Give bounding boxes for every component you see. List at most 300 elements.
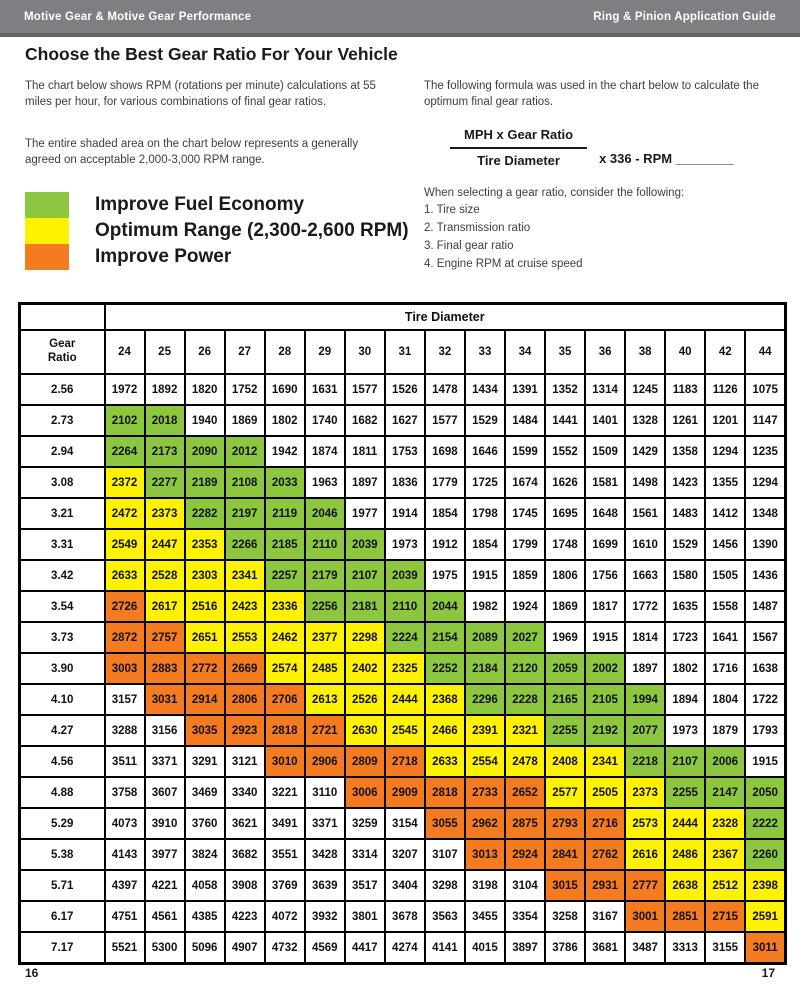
rpm-cell: 2633 xyxy=(105,560,145,591)
formula-denominator: Tire Diameter xyxy=(477,153,560,169)
rpm-cell: 2002 xyxy=(585,653,625,684)
rpm-cell: 2883 xyxy=(145,653,185,684)
rpm-cell: 1075 xyxy=(745,374,785,405)
intro-left-column xyxy=(25,78,387,168)
rpm-cell: 1509 xyxy=(585,436,625,467)
tire-diameter-col-44: 44 xyxy=(745,330,785,374)
consideration-item-4: 4. Engine RPM at cruise speed xyxy=(424,257,583,270)
rpm-cell: 3769 xyxy=(265,870,305,901)
rpm-cell: 1638 xyxy=(745,653,785,684)
rpm-cell: 1748 xyxy=(545,529,585,560)
rpm-cell: 1892 xyxy=(145,374,185,405)
rpm-cell: 1914 xyxy=(385,498,425,529)
table-row xyxy=(20,808,786,839)
gear-ratio-cell-3.08: 3.08 xyxy=(20,467,105,498)
rpm-cell: 3682 xyxy=(225,839,265,870)
tire-diameter-col-32: 32 xyxy=(425,330,465,374)
rpm-cell: 2526 xyxy=(345,684,385,715)
rpm-cell: 2444 xyxy=(665,808,705,839)
rpm-cell: 4015 xyxy=(465,932,505,964)
rpm-cell: 3639 xyxy=(305,870,345,901)
rpm-cell: 3157 xyxy=(105,684,145,715)
considerations-list xyxy=(424,185,780,274)
rpm-cell: 1580 xyxy=(665,560,705,591)
rpm-cell: 2486 xyxy=(665,839,705,870)
rpm-cell: 3455 xyxy=(465,901,505,932)
tire-diameter-col-30: 30 xyxy=(345,330,385,374)
yellow-swatch-icon xyxy=(25,218,69,244)
rpm-cell: 2173 xyxy=(145,436,185,467)
rpm-cell: 1772 xyxy=(625,591,665,622)
table-row xyxy=(20,932,786,964)
rpm-cell: 2185 xyxy=(265,529,305,560)
rpm-cell: 2373 xyxy=(145,498,185,529)
rpm-cell: 2260 xyxy=(745,839,785,870)
rpm-cell: 3031 xyxy=(145,684,185,715)
table-row xyxy=(20,467,786,498)
rpm-cell: 2039 xyxy=(345,529,385,560)
rpm-cell: 1484 xyxy=(505,405,545,436)
rpm-cell: 2119 xyxy=(265,498,305,529)
gear-ratio-cell-3.31: 3.31 xyxy=(20,529,105,560)
tire-diameter-col-31: 31 xyxy=(385,330,425,374)
rpm-cell: 3404 xyxy=(385,870,425,901)
gear-ratio-cell-2.73: 2.73 xyxy=(20,405,105,436)
rpm-cell: 1663 xyxy=(625,560,665,591)
rpm-cell: 2726 xyxy=(105,591,145,622)
rpm-cell: 1756 xyxy=(585,560,625,591)
top-header-bar xyxy=(0,0,800,37)
rpm-cell: 3035 xyxy=(185,715,225,746)
rpm-cell: 3298 xyxy=(425,870,465,901)
rpm-cell: 4223 xyxy=(225,901,265,932)
tire-diameter-col-34: 34 xyxy=(505,330,545,374)
rpm-cell: 3563 xyxy=(425,901,465,932)
rpm-cell: 1915 xyxy=(745,746,785,777)
formula-intro-paragraph: The following formula was used in the chart below to calculate the optimum final gear ratios. xyxy=(424,80,759,109)
rpm-cell: 2089 xyxy=(465,622,505,653)
rpm-cell: 2806 xyxy=(225,684,265,715)
rpm-cell: 2577 xyxy=(545,777,585,808)
rpm-cell: 3551 xyxy=(265,839,305,870)
rpm-cell: 2321 xyxy=(505,715,545,746)
rpm-cell: 4569 xyxy=(305,932,345,964)
rpm-cell: 2924 xyxy=(505,839,545,870)
rpm-cell: 1723 xyxy=(665,622,705,653)
rpm-cell: 1245 xyxy=(625,374,665,405)
tire-diameter-col-28: 28 xyxy=(265,330,305,374)
rpm-cell: 2721 xyxy=(305,715,345,746)
rpm-cell: 3678 xyxy=(385,901,425,932)
rpm-cell: 2120 xyxy=(505,653,545,684)
gear-ratio-cell-4.10: 4.10 xyxy=(20,684,105,715)
rpm-cell: 1874 xyxy=(305,436,345,467)
header-brand-text: Motive Gear & Motive Gear Performance xyxy=(24,10,252,23)
gear-ratio-cell-4.88: 4.88 xyxy=(20,777,105,808)
rpm-cell: 1674 xyxy=(505,467,545,498)
rpm-cell: 1641 xyxy=(705,622,745,653)
rpm-cell: 3908 xyxy=(225,870,265,901)
rpm-cell: 1915 xyxy=(465,560,505,591)
rpm-cell: 3340 xyxy=(225,777,265,808)
table-row xyxy=(20,870,786,901)
rpm-cell: 3621 xyxy=(225,808,265,839)
rpm-cell: 1352 xyxy=(545,374,585,405)
rpm-cell: 4907 xyxy=(225,932,265,964)
rpm-cell: 3786 xyxy=(545,932,585,964)
rpm-cell: 3154 xyxy=(385,808,425,839)
rpm-cell: 1529 xyxy=(465,405,505,436)
rpm-cell: 1752 xyxy=(225,374,265,405)
rpm-cell: 3371 xyxy=(145,746,185,777)
rpm-cell: 2616 xyxy=(625,839,665,870)
rpm-cell: 3801 xyxy=(345,901,385,932)
legend-row-power xyxy=(25,244,409,270)
rpm-cell: 4397 xyxy=(105,870,145,901)
rpm-cell: 1436 xyxy=(745,560,785,591)
rpm-cell: 2485 xyxy=(305,653,345,684)
rpm-cell: 1879 xyxy=(705,715,745,746)
rpm-cell: 3469 xyxy=(185,777,225,808)
rpm-cell: 2715 xyxy=(705,901,745,932)
rpm-cell: 1235 xyxy=(745,436,785,467)
rpm-cell: 1799 xyxy=(505,529,545,560)
rpm-cell: 2110 xyxy=(385,591,425,622)
rpm-cell: 3167 xyxy=(585,901,625,932)
rpm-cell: 2018 xyxy=(145,405,185,436)
rpm-cell: 2906 xyxy=(305,746,345,777)
rpm-cell: 2809 xyxy=(345,746,385,777)
rpm-cell: 1483 xyxy=(665,498,705,529)
rpm-cell: 2706 xyxy=(265,684,305,715)
rpm-cell: 3221 xyxy=(265,777,305,808)
rpm-cell: 1722 xyxy=(745,684,785,715)
rpm-cell: 2617 xyxy=(145,591,185,622)
table-row xyxy=(20,715,786,746)
rpm-cell: 1740 xyxy=(305,405,345,436)
rpm-cell: 1529 xyxy=(665,529,705,560)
tire-diameter-col-24: 24 xyxy=(105,330,145,374)
rpm-cell: 3314 xyxy=(345,839,385,870)
rpm-cell: 4073 xyxy=(105,808,145,839)
rpm-cell: 1695 xyxy=(545,498,585,529)
rpm-cell: 2923 xyxy=(225,715,265,746)
rpm-cell: 1429 xyxy=(625,436,665,467)
rpm-cell: 2298 xyxy=(345,622,385,653)
rpm-cell: 2110 xyxy=(305,529,345,560)
rpm-cell: 3155 xyxy=(705,932,745,964)
rpm-cell: 2252 xyxy=(425,653,465,684)
rpm-cell: 2512 xyxy=(705,870,745,901)
gear-ratio-cell-5.71: 5.71 xyxy=(20,870,105,901)
rpm-cell: 2090 xyxy=(185,436,225,467)
rpm-cell: 1441 xyxy=(545,405,585,436)
tire-diameter-col-35: 35 xyxy=(545,330,585,374)
rpm-cell: 2398 xyxy=(745,870,785,901)
gear-ratio-cell-3.21: 3.21 xyxy=(20,498,105,529)
gear-ratio-cell-2.56: 2.56 xyxy=(20,374,105,405)
gear-ratio-cell-3.90: 3.90 xyxy=(20,653,105,684)
rpm-cell: 1355 xyxy=(705,467,745,498)
rpm-cell: 3104 xyxy=(505,870,545,901)
rpm-cell: 1201 xyxy=(705,405,745,436)
rpm-cell: 2222 xyxy=(745,808,785,839)
rpm-cell: 2633 xyxy=(425,746,465,777)
rpm-cell: 1854 xyxy=(425,498,465,529)
rpm-cell: 1552 xyxy=(545,436,585,467)
tire-diameter-col-42: 42 xyxy=(705,330,745,374)
rpm-cell: 4751 xyxy=(105,901,145,932)
rpm-cell: 3013 xyxy=(465,839,505,870)
rpm-cell: 1779 xyxy=(425,467,465,498)
rpm-cell: 3107 xyxy=(425,839,465,870)
table-row xyxy=(20,529,786,560)
rpm-cell: 1940 xyxy=(185,405,225,436)
legend-label-power: Improve Power xyxy=(95,246,232,267)
rpm-cell: 1915 xyxy=(585,622,625,653)
rpm-cell: 1631 xyxy=(305,374,345,405)
rpm-cell: 1814 xyxy=(625,622,665,653)
rpm-cell: 3288 xyxy=(105,715,145,746)
rpm-cell: 4221 xyxy=(145,870,185,901)
rpm-cell: 2257 xyxy=(265,560,305,591)
rpm-cell: 1412 xyxy=(705,498,745,529)
rpm-cell: 2573 xyxy=(625,808,665,839)
rpm-cell: 3681 xyxy=(585,932,625,964)
rpm-cell: 2875 xyxy=(505,808,545,839)
rpm-cell: 1561 xyxy=(625,498,665,529)
table-row xyxy=(20,901,786,932)
rpm-cell: 2545 xyxy=(385,715,425,746)
rpm-cell: 2266 xyxy=(225,529,265,560)
rpm-cell: 1328 xyxy=(625,405,665,436)
rpm-cell: 1423 xyxy=(665,467,705,498)
rpm-cell: 3491 xyxy=(265,808,305,839)
rpm-cell: 2652 xyxy=(505,777,545,808)
rpm-cell: 2367 xyxy=(705,839,745,870)
rpm-cell: 2181 xyxy=(345,591,385,622)
rpm-cell: 1627 xyxy=(385,405,425,436)
legend-label-optimum-range: Optimum Range (2,300-2,600 RPM) xyxy=(95,220,409,241)
rpm-cell: 1942 xyxy=(265,436,305,467)
rpm-cell: 2341 xyxy=(585,746,625,777)
rpm-cell: 1577 xyxy=(345,374,385,405)
rpm-cell: 1859 xyxy=(505,560,545,591)
rpm-cell: 1487 xyxy=(745,591,785,622)
rpm-cell: 3897 xyxy=(505,932,545,964)
consideration-item-3: 3. Final gear ratio xyxy=(424,240,514,252)
rpm-cell: 3291 xyxy=(185,746,225,777)
rpm-cell: 1972 xyxy=(105,374,145,405)
rpm-cell: 4385 xyxy=(185,901,225,932)
rpm-cell: 3371 xyxy=(305,808,345,839)
rpm-cell: 2033 xyxy=(265,467,305,498)
table-row xyxy=(20,839,786,870)
rpm-cell: 3198 xyxy=(465,870,505,901)
rpm-cell: 2328 xyxy=(705,808,745,839)
rpm-cell: 1897 xyxy=(625,653,665,684)
rpm-cell: 2444 xyxy=(385,684,425,715)
rpm-cell: 3006 xyxy=(345,777,385,808)
rpm-cell: 1314 xyxy=(585,374,625,405)
rpm-cell: 3517 xyxy=(345,870,385,901)
gear-ratio-cell-3.42: 3.42 xyxy=(20,560,105,591)
rpm-cell: 1581 xyxy=(585,467,625,498)
rpm-cell: 2472 xyxy=(105,498,145,529)
rpm-cell: 2341 xyxy=(225,560,265,591)
rpm-cell: 1894 xyxy=(665,684,705,715)
rpm-cell: 2147 xyxy=(705,777,745,808)
rpm-cell: 1478 xyxy=(425,374,465,405)
gear-ratio-formula xyxy=(450,126,780,170)
formula-numerator: MPH x Gear Ratio xyxy=(450,126,587,149)
table-row xyxy=(20,560,786,591)
rpm-cell: 1348 xyxy=(745,498,785,529)
rpm-cell: 2408 xyxy=(545,746,585,777)
rpm-cell: 2197 xyxy=(225,498,265,529)
rpm-cell: 2574 xyxy=(265,653,305,684)
rpm-cell: 2264 xyxy=(105,436,145,467)
table-row xyxy=(20,436,786,467)
rpm-cell: 1699 xyxy=(585,529,625,560)
rpm-cell: 3824 xyxy=(185,839,225,870)
orange-swatch-icon xyxy=(25,244,69,270)
rpm-cell: 2851 xyxy=(665,901,705,932)
rpm-cell: 3003 xyxy=(105,653,145,684)
rpm-cell: 2165 xyxy=(545,684,585,715)
rpm-cell: 2353 xyxy=(185,529,225,560)
rpm-cell: 3910 xyxy=(145,808,185,839)
table-row xyxy=(20,498,786,529)
rpm-cell: 2718 xyxy=(385,746,425,777)
legend-label-fuel-economy: Improve Fuel Economy xyxy=(95,194,305,215)
rpm-cell: 1973 xyxy=(665,715,705,746)
rpm-cell: 1456 xyxy=(705,529,745,560)
rpm-cell: 2303 xyxy=(185,560,225,591)
rpm-cell: 2669 xyxy=(225,653,265,684)
rpm-cell: 5521 xyxy=(105,932,145,964)
rpm-table xyxy=(18,302,787,965)
rpm-cell: 1126 xyxy=(705,374,745,405)
gear-ratio-cell-7.17: 7.17 xyxy=(20,932,105,964)
tire-diameter-header: Tire Diameter xyxy=(105,304,786,331)
rpm-cell: 2762 xyxy=(585,839,625,870)
rpm-cell: 1798 xyxy=(465,498,505,529)
rpm-cell: 2296 xyxy=(465,684,505,715)
rpm-cell: 1975 xyxy=(425,560,465,591)
rpm-cell: 1294 xyxy=(705,436,745,467)
rpm-cell: 2554 xyxy=(465,746,505,777)
rpm-cell: 3121 xyxy=(225,746,265,777)
rpm-cell: 3207 xyxy=(385,839,425,870)
rpm-cell: 1912 xyxy=(425,529,465,560)
rpm-cell: 2377 xyxy=(305,622,345,653)
rpm-cell: 2228 xyxy=(505,684,545,715)
gear-ratio-cell-5.29: 5.29 xyxy=(20,808,105,839)
rpm-cell: 2613 xyxy=(305,684,345,715)
rpm-cell: 2192 xyxy=(585,715,625,746)
rpm-cell: 4732 xyxy=(265,932,305,964)
rpm-cell: 1682 xyxy=(345,405,385,436)
rpm-cell: 1599 xyxy=(505,436,545,467)
rpm-cell: 3259 xyxy=(345,808,385,839)
header-guide-text: Ring & Pinion Application Guide xyxy=(593,10,776,23)
rpm-cell: 4561 xyxy=(145,901,185,932)
rpm-cell: 3354 xyxy=(505,901,545,932)
rpm-cell: 2102 xyxy=(105,405,145,436)
rpm-cell: 1745 xyxy=(505,498,545,529)
rpm-cell: 1811 xyxy=(345,436,385,467)
rpm-cell: 2478 xyxy=(505,746,545,777)
rpm-cell: 1806 xyxy=(545,560,585,591)
rpm-cell: 2914 xyxy=(185,684,225,715)
rpm-cell: 2516 xyxy=(185,591,225,622)
rpm-cell: 1753 xyxy=(385,436,425,467)
rpm-cell: 1963 xyxy=(305,467,345,498)
rpm-cell: 2553 xyxy=(225,622,265,653)
rpm-cell: 1690 xyxy=(265,374,305,405)
rpm-cell: 1802 xyxy=(665,653,705,684)
rpm-cell: 1183 xyxy=(665,374,705,405)
table-row xyxy=(20,405,786,436)
rpm-cell: 2591 xyxy=(745,901,785,932)
table-row xyxy=(20,777,786,808)
rpm-cell: 4143 xyxy=(105,839,145,870)
rpm-cell: 2012 xyxy=(225,436,265,467)
legend-row-optimum-range xyxy=(25,218,409,244)
rpm-cell: 1505 xyxy=(705,560,745,591)
rpm-cell: 1646 xyxy=(465,436,505,467)
rpm-cell: 2772 xyxy=(185,653,225,684)
rpm-cell: 2255 xyxy=(545,715,585,746)
rpm-cell: 2962 xyxy=(465,808,505,839)
rpm-cell: 1897 xyxy=(345,467,385,498)
rpm-cell: 3313 xyxy=(665,932,705,964)
tire-diameter-col-33: 33 xyxy=(465,330,505,374)
rpm-cell: 2107 xyxy=(665,746,705,777)
rpm-cell: 1854 xyxy=(465,529,505,560)
rpm-cell: 1498 xyxy=(625,467,665,498)
rpm-cell: 2154 xyxy=(425,622,465,653)
table-corner-blank xyxy=(20,304,105,331)
tire-diameter-col-38: 38 xyxy=(625,330,665,374)
rpm-cell: 1526 xyxy=(385,374,425,405)
rpm-cell: 2179 xyxy=(305,560,345,591)
rpm-cell: 5300 xyxy=(145,932,185,964)
rpm-cell: 2044 xyxy=(425,591,465,622)
tire-diameter-col-27: 27 xyxy=(225,330,265,374)
rpm-cell: 3110 xyxy=(305,777,345,808)
rpm-cell: 2391 xyxy=(465,715,505,746)
rpm-cell: 3487 xyxy=(625,932,665,964)
rpm-cell: 1391 xyxy=(505,374,545,405)
legend-row-fuel-economy xyxy=(25,192,409,218)
tire-diameter-col-25: 25 xyxy=(145,330,185,374)
gear-ratio-cell-5.38: 5.38 xyxy=(20,839,105,870)
intro-right-column xyxy=(424,78,780,274)
gear-ratio-cell-2.94: 2.94 xyxy=(20,436,105,467)
tire-diameter-col-36: 36 xyxy=(585,330,625,374)
rpm-cell: 1869 xyxy=(225,405,265,436)
table-row xyxy=(20,374,786,405)
rpm-cell: 1626 xyxy=(545,467,585,498)
rpm-cell: 2818 xyxy=(425,777,465,808)
rpm-cell: 2638 xyxy=(665,870,705,901)
rpm-cell: 2447 xyxy=(145,529,185,560)
rpm-cell: 2466 xyxy=(425,715,465,746)
rpm-cell: 3015 xyxy=(545,870,585,901)
rpm-cell: 1924 xyxy=(505,591,545,622)
